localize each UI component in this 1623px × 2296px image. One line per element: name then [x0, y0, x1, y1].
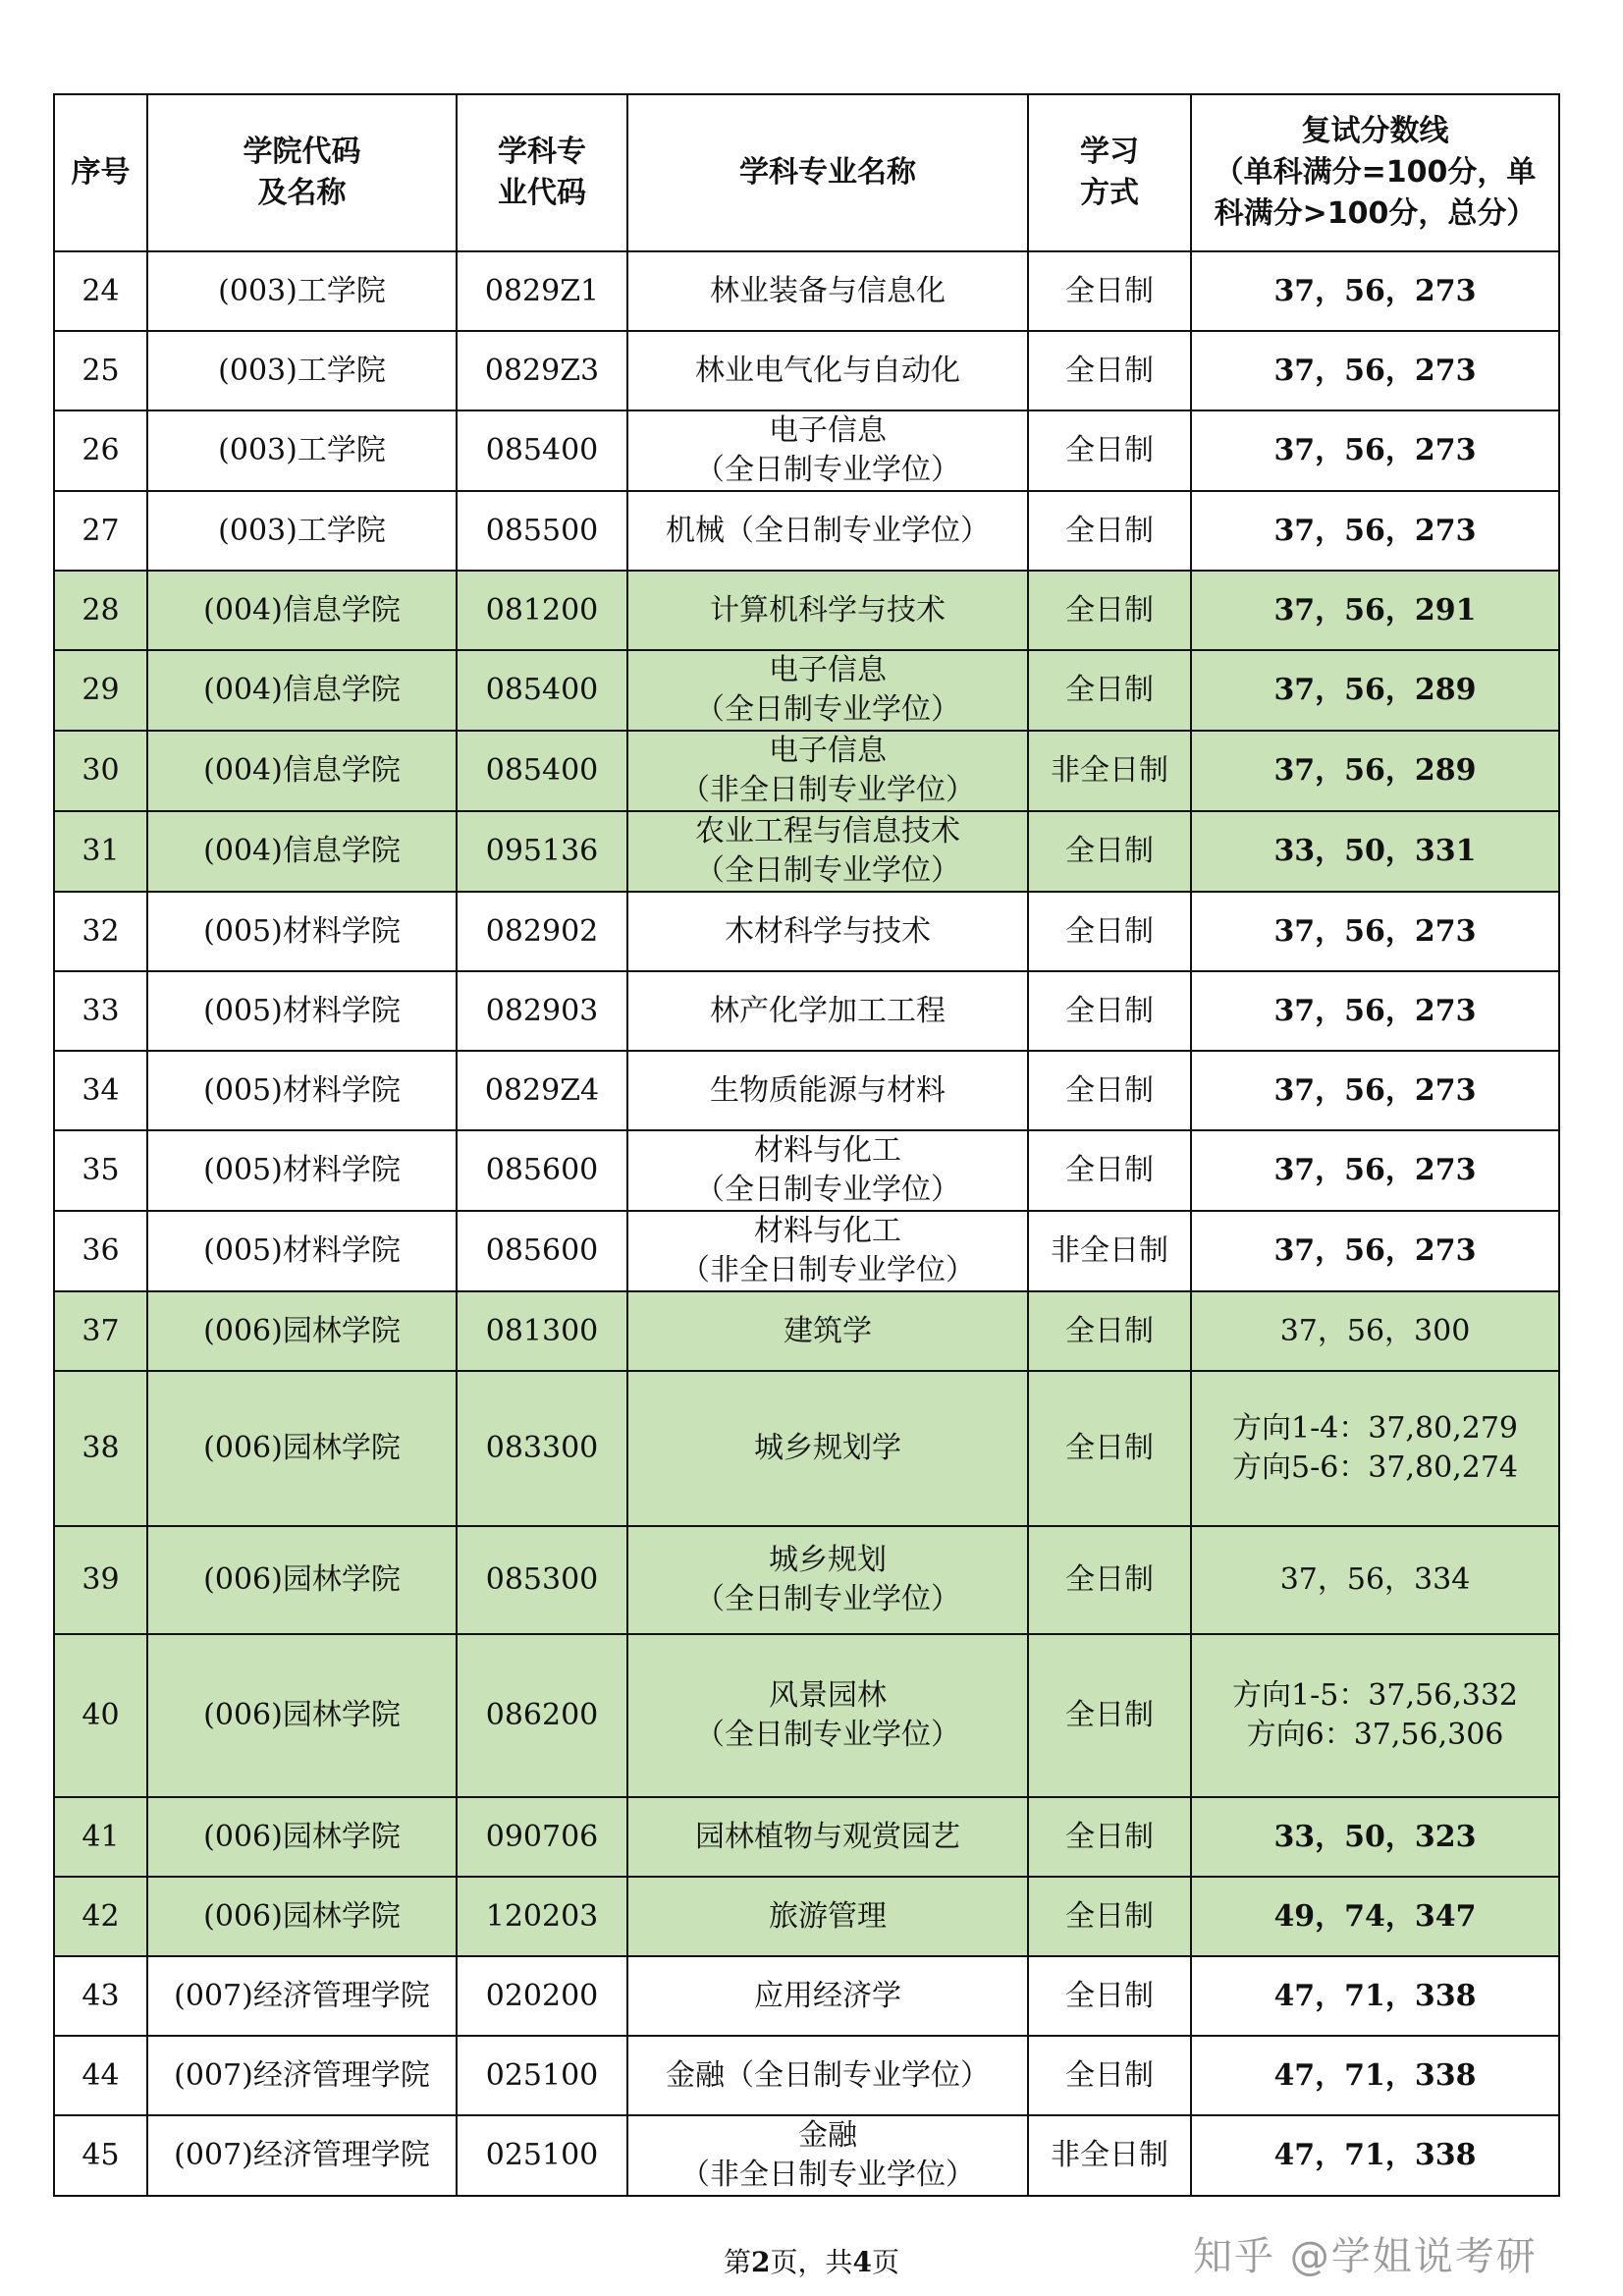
cell-major-name: 城乡规划 （全日制专业学位） [627, 1526, 1028, 1634]
cell-college: (006)园林学院 [147, 1797, 457, 1877]
cell-major-name: 城乡规划学 [627, 1371, 1028, 1526]
cell-major-name: 农业工程与信息技术 （全日制专业学位） [627, 811, 1028, 892]
cell-score-line: 33，50，331 [1191, 811, 1559, 892]
cell-score-line: 37，56，273 [1191, 892, 1559, 971]
cell-code: 085500 [457, 491, 627, 571]
cell-study-mode: 非全日制 [1028, 731, 1191, 811]
cell-college: (004)信息学院 [147, 650, 457, 731]
watermark: 知乎 @学姐说考研 [1193, 2234, 1538, 2279]
table-row [54, 971, 1559, 1051]
cell-index: 33 [54, 971, 147, 1051]
cell-score-line: 37，56，273 [1191, 971, 1559, 1051]
cell-study-mode: 全日制 [1028, 1051, 1191, 1130]
cell-score-line: 49，74，347 [1191, 1877, 1559, 1956]
cell-code: 085600 [457, 1211, 627, 1291]
cell-major-name: 旅游管理 [627, 1877, 1028, 1956]
cell-index: 43 [54, 1956, 147, 2036]
cell-score-line: 37，56，289 [1191, 650, 1559, 731]
cell-college: (005)材料学院 [147, 971, 457, 1051]
cell-major-name: 金融（全日制专业学位） [627, 2036, 1028, 2115]
cell-code: 025100 [457, 2115, 627, 2196]
cell-study-mode: 全日制 [1028, 491, 1191, 571]
cell-study-mode: 全日制 [1028, 1526, 1191, 1634]
table-row [54, 1956, 1559, 2036]
cell-index: 27 [54, 491, 147, 571]
cell-study-mode: 全日制 [1028, 650, 1191, 731]
cell-score-line: 47，71，338 [1191, 2036, 1559, 2115]
cell-code: 120203 [457, 1877, 627, 1956]
cell-code: 083300 [457, 1371, 627, 1526]
cell-code: 081300 [457, 1291, 627, 1371]
cell-major-name: 应用经济学 [627, 1956, 1028, 2036]
cell-college: (004)信息学院 [147, 571, 457, 650]
cell-college: (005)材料学院 [147, 1130, 457, 1211]
cell-index: 36 [54, 1211, 147, 1291]
total-pages: 4 [852, 2246, 872, 2278]
cell-score-line: 37，56，273 [1191, 491, 1559, 571]
cell-score-line: 37，56，273 [1191, 1130, 1559, 1211]
cell-code: 082902 [457, 892, 627, 971]
cell-study-mode: 全日制 [1028, 1956, 1191, 2036]
cell-study-mode: 全日制 [1028, 811, 1191, 892]
cell-score-line: 47，71，338 [1191, 2115, 1559, 2196]
cell-code: 025100 [457, 2036, 627, 2115]
cell-college: (003)工学院 [147, 251, 457, 331]
current-page: 2 [751, 2246, 771, 2278]
cell-major-name: 生物质能源与材料 [627, 1051, 1028, 1130]
cell-study-mode: 全日制 [1028, 1130, 1191, 1211]
table-row [54, 410, 1559, 491]
cell-score-line: 37，56，334 [1191, 1526, 1559, 1634]
cell-major-name: 电子信息 （全日制专业学位） [627, 410, 1028, 491]
cell-major-name: 园林植物与观赏园艺 [627, 1797, 1028, 1877]
cell-major-name: 木材科学与技术 [627, 892, 1028, 971]
table-row [54, 1526, 1559, 1634]
cell-index: 41 [54, 1797, 147, 1877]
table-row [54, 251, 1559, 331]
cell-college: (006)园林学院 [147, 1371, 457, 1526]
table-row [54, 1130, 1559, 1211]
cell-college: (006)园林学院 [147, 1526, 457, 1634]
table-row [54, 2036, 1559, 2115]
cell-score-line: 37，56，273 [1191, 251, 1559, 331]
page-footer: 第2页，共4页 [723, 2246, 899, 2278]
cell-major-name: 建筑学 [627, 1291, 1028, 1371]
cell-code: 086200 [457, 1634, 627, 1797]
header-code: 学科专 业代码 [457, 94, 627, 251]
table-header [54, 94, 1559, 251]
cell-major-name: 材料与化工 （全日制专业学位） [627, 1130, 1028, 1211]
cell-index: 34 [54, 1051, 147, 1130]
cell-college: (005)材料学院 [147, 1051, 457, 1130]
cell-study-mode: 全日制 [1028, 1797, 1191, 1877]
table-row [54, 1371, 1559, 1526]
cell-score-line: 47，71，338 [1191, 1956, 1559, 2036]
cell-college: (006)园林学院 [147, 1634, 457, 1797]
table-row [54, 331, 1559, 410]
cell-study-mode: 全日制 [1028, 331, 1191, 410]
cell-study-mode: 全日制 [1028, 1634, 1191, 1797]
table-row [54, 811, 1559, 892]
cell-index: 42 [54, 1877, 147, 1956]
cell-index: 45 [54, 2115, 147, 2196]
cell-college: (006)园林学院 [147, 1877, 457, 1956]
cell-study-mode: 全日制 [1028, 1291, 1191, 1371]
cell-code: 081200 [457, 571, 627, 650]
cell-study-mode: 全日制 [1028, 2036, 1191, 2115]
cell-study-mode: 非全日制 [1028, 1211, 1191, 1291]
header-name: 学科专业名称 [627, 94, 1028, 251]
cell-code: 085300 [457, 1526, 627, 1634]
cell-index: 25 [54, 331, 147, 410]
cell-index: 26 [54, 410, 147, 491]
cell-major-name: 材料与化工 （非全日制专业学位） [627, 1211, 1028, 1291]
cell-study-mode: 全日制 [1028, 251, 1191, 331]
cell-score-line: 37，56，273 [1191, 1211, 1559, 1291]
cell-study-mode: 全日制 [1028, 971, 1191, 1051]
cell-college: (004)信息学院 [147, 731, 457, 811]
table-row [54, 491, 1559, 571]
cell-index: 40 [54, 1634, 147, 1797]
cell-code: 0829Z1 [457, 251, 627, 331]
cell-major-name: 机械（全日制专业学位） [627, 491, 1028, 571]
cell-college: (006)园林学院 [147, 1291, 457, 1371]
table-row [54, 1051, 1559, 1130]
cell-index: 39 [54, 1526, 147, 1634]
cell-code: 085400 [457, 650, 627, 731]
cell-major-name: 计算机科学与技术 [627, 571, 1028, 650]
table-row [54, 892, 1559, 971]
cell-college: (005)材料学院 [147, 1211, 457, 1291]
cell-study-mode: 全日制 [1028, 1877, 1191, 1956]
table-row [54, 650, 1559, 731]
cell-code: 090706 [457, 1797, 627, 1877]
cell-score-line: 37，56，289 [1191, 731, 1559, 811]
cell-major-name: 林产化学加工工程 [627, 971, 1028, 1051]
cell-study-mode: 全日制 [1028, 571, 1191, 650]
cell-code: 082903 [457, 971, 627, 1051]
cell-college: (003)工学院 [147, 410, 457, 491]
table-row [54, 571, 1559, 650]
cell-study-mode: 非全日制 [1028, 2115, 1191, 2196]
cell-college: (007)经济管理学院 [147, 2115, 457, 2196]
header-mode: 学习 方式 [1028, 94, 1191, 251]
score-table [53, 93, 1560, 2197]
cell-score-line: 33，50，323 [1191, 1797, 1559, 1877]
cell-index: 38 [54, 1371, 147, 1526]
cell-college: (005)材料学院 [147, 892, 457, 971]
cell-index: 28 [54, 571, 147, 650]
cell-study-mode: 全日制 [1028, 410, 1191, 491]
cell-code: 0829Z3 [457, 331, 627, 410]
cell-code: 085400 [457, 410, 627, 491]
table-row [54, 731, 1559, 811]
cell-college: (003)工学院 [147, 331, 457, 410]
cell-index: 35 [54, 1130, 147, 1211]
cell-index: 31 [54, 811, 147, 892]
cell-index: 24 [54, 251, 147, 331]
cell-index: 30 [54, 731, 147, 811]
cell-score-line: 方向1-5：37,56,332 方向6：37,56,306 [1191, 1634, 1559, 1797]
table-row [54, 1291, 1559, 1371]
cell-college: (003)工学院 [147, 491, 457, 571]
cell-index: 32 [54, 892, 147, 971]
cell-major-name: 电子信息 （非全日制专业学位） [627, 731, 1028, 811]
table-row [54, 1797, 1559, 1877]
header-score: 复试分数线 （单科满分=100分，单 科满分>100分，总分） [1191, 94, 1559, 251]
table-row [54, 2115, 1559, 2196]
cell-score-line: 37，56，273 [1191, 331, 1559, 410]
cell-code: 020200 [457, 1956, 627, 2036]
cell-index: 37 [54, 1291, 147, 1371]
header-index: 序号 [54, 94, 147, 251]
cell-score-line: 37，56，273 [1191, 410, 1559, 491]
cell-major-name: 风景园林 （全日制专业学位） [627, 1634, 1028, 1797]
cell-score-line: 37，56，300 [1191, 1291, 1559, 1371]
cell-code: 085600 [457, 1130, 627, 1211]
cell-index: 44 [54, 2036, 147, 2115]
cell-score-line: 方向1-4：37,80,279 方向5-6：37,80,274 [1191, 1371, 1559, 1526]
cell-college: (004)信息学院 [147, 811, 457, 892]
cell-study-mode: 全日制 [1028, 1371, 1191, 1526]
cell-college: (007)经济管理学院 [147, 1956, 457, 2036]
cell-major-name: 电子信息 （全日制专业学位） [627, 650, 1028, 731]
table-row [54, 1211, 1559, 1291]
cell-score-line: 37，56，291 [1191, 571, 1559, 650]
cell-major-name: 金融 （非全日制专业学位） [627, 2115, 1028, 2196]
cell-code: 0829Z4 [457, 1051, 627, 1130]
cell-major-name: 林业装备与信息化 [627, 251, 1028, 331]
cell-score-line: 37，56，273 [1191, 1051, 1559, 1130]
cell-major-name: 林业电气化与自动化 [627, 331, 1028, 410]
cell-code: 085400 [457, 731, 627, 811]
cell-study-mode: 全日制 [1028, 892, 1191, 971]
cell-index: 29 [54, 650, 147, 731]
table-row [54, 1877, 1559, 1956]
header-college: 学院代码 及名称 [147, 94, 457, 251]
cell-code: 095136 [457, 811, 627, 892]
table-row [54, 1634, 1559, 1797]
cell-college: (007)经济管理学院 [147, 2036, 457, 2115]
